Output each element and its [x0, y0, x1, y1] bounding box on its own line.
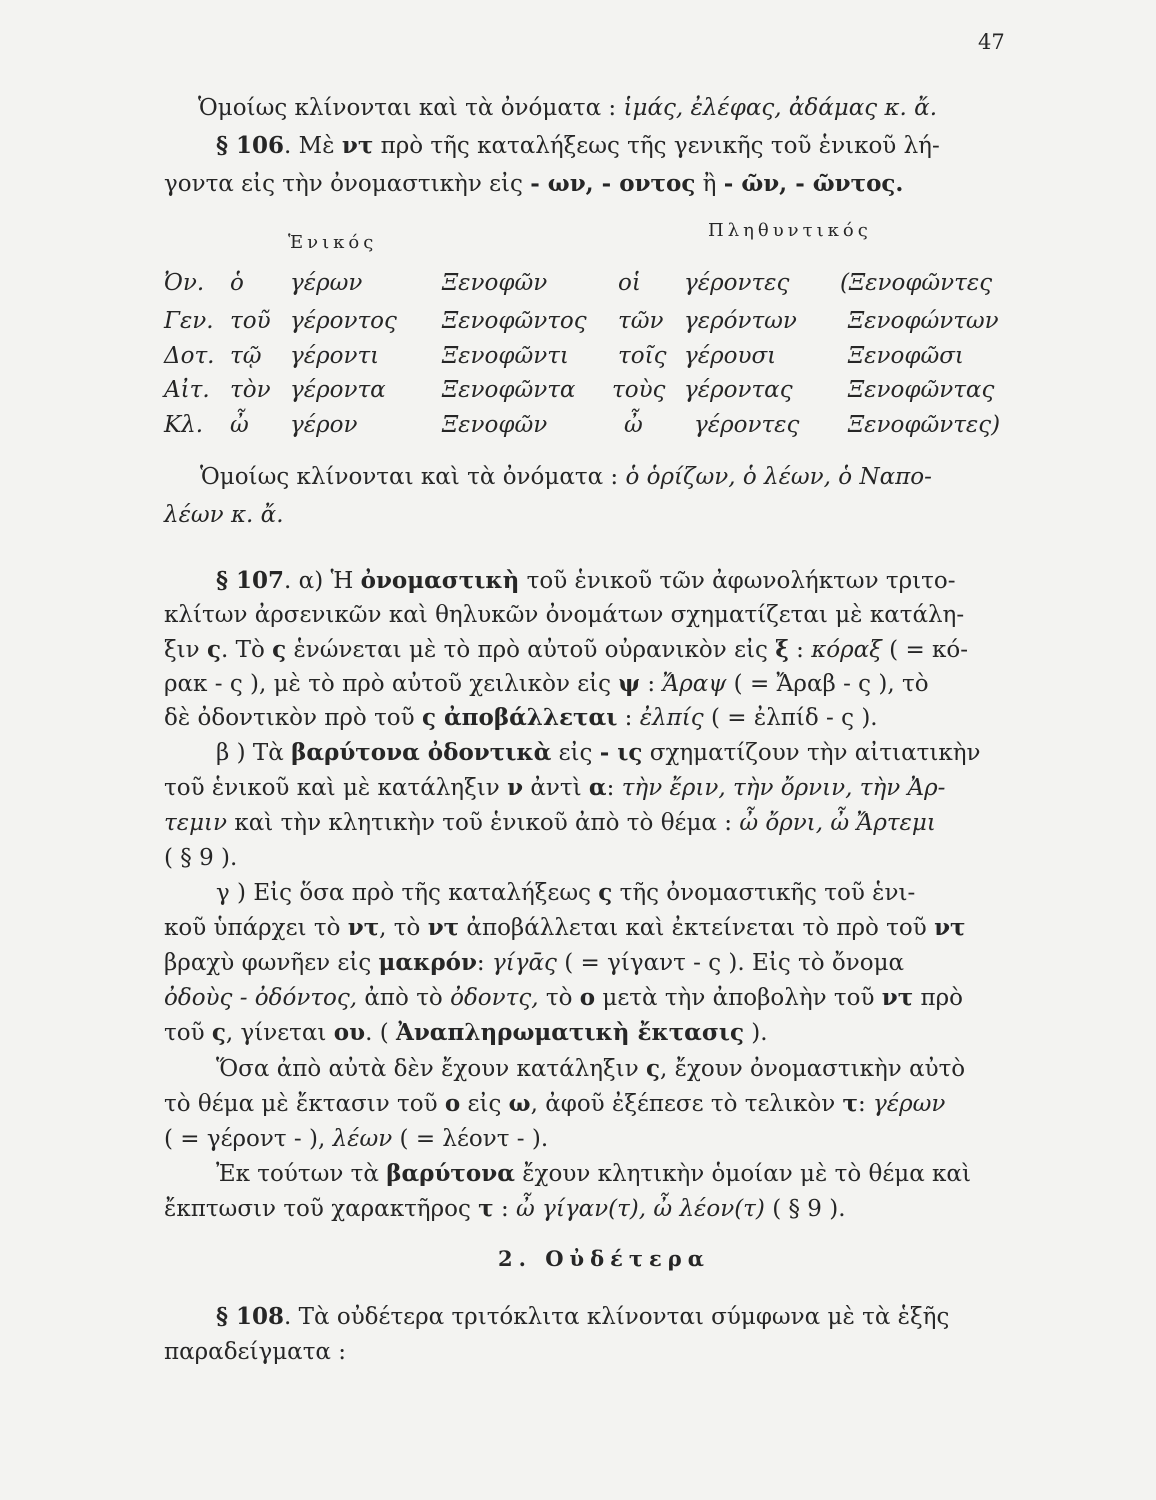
- section-107-g-line2: κοῦ ὑπάρχει τὸ ντ, τὸ ντ ἀποβάλλεται καὶ ἐκτείνεται τὸ πρὸ τοῦ ντ: [164, 914, 966, 941]
- section-107-a-line2: κλίτων ἀρσενικῶν καὶ θηλυκῶν ὀνομάτων σχηματίζεται μὲ κατάλη-: [164, 602, 965, 628]
- section-107-a-line1: § 107. α) Ἡ ὀνομαστικὴ τοῦ ἑνικοῦ τῶν ἀφωνολήκτων τριτο-: [216, 567, 956, 594]
- word-form: γέροντα: [290, 377, 386, 403]
- name-form: Ξενοφῶν: [442, 412, 548, 438]
- plural-name-form: Ξενοφῶσι: [848, 343, 964, 369]
- plural-word-form: γέροντας: [684, 377, 793, 403]
- section-107-a-line5: δὲ ὀδοντικὸν πρὸ τοῦ ς ἀποβάλλεται : ἐλπίς ( = ἐλπίδ - ς ).: [164, 704, 878, 731]
- section-number: § 108: [216, 1303, 285, 1330]
- plural-word-form: γέροντες: [694, 412, 800, 438]
- section-108-line2: παραδείγματα :: [164, 1339, 347, 1365]
- section-107-b-line4: ( § 9 ).: [164, 845, 238, 871]
- plural-name-form: Ξενοφῶντες): [848, 412, 1001, 438]
- section-number: § 106: [216, 132, 285, 159]
- section-107-a-line4: ρακ - ς ), μὲ τὸ πρὸ αὐτοῦ χειλικὸν εἰς ψ : Ἄραψ ( = Ἄραβ - ς ), τὸ: [164, 670, 929, 697]
- section-107-g-line4: ὀδοὺς - ὀδόντος, ἀπὸ τὸ ὀδοντς, τὸ ο μετὰ τὴν ἀποβολὴν τοῦ ντ πρὸ: [164, 984, 964, 1011]
- case-label: Κλ.: [164, 412, 204, 438]
- plural-word-form: γέροντες: [684, 270, 790, 296]
- plural-name-form: Ξενοφώντων: [848, 308, 999, 334]
- plural-article: τοὺς: [612, 377, 666, 403]
- section-107-g-line8: ( = γέροντ - ), λέων ( = λέοντ - ).: [164, 1126, 549, 1152]
- after-table-line2: λέων κ. ἄ.: [164, 502, 284, 528]
- name-form: Ξενοφῶν: [442, 270, 548, 296]
- article: τῷ: [230, 343, 262, 369]
- section-106-line2: γοντα εἰς τὴν ὀνομαστικὴν εἰς - ων, - οντος ἢ - ῶν, - ῶντος.: [164, 170, 904, 197]
- plural-article: οἱ: [618, 270, 641, 296]
- plural-article: τοῖς: [618, 343, 667, 369]
- plural-name-form: (Ξενοφῶντες: [840, 270, 993, 296]
- plural-name-form: Ξενοφῶντας: [848, 377, 995, 403]
- subheading-neuter: 2. Οὐδέτερα: [498, 1246, 710, 1271]
- article: τὸν: [230, 377, 271, 403]
- article: τοῦ: [230, 308, 271, 334]
- plural-article: ὦ: [624, 412, 643, 438]
- intro-examples: ἱμάς, ἐλέφας, ἀδάμας κ. ἄ.: [623, 95, 938, 121]
- case-label: Ὀν.: [164, 270, 205, 296]
- section-107-g-line7: τὸ θέμα μὲ ἔκτασιν τοῦ ο εἰς ω, ἀφοῦ ἐξέπεσε τὸ τελικὸν τ: γέρων: [164, 1090, 946, 1117]
- article: ὁ: [230, 270, 244, 296]
- intro-line: Ὁμοίως κλίνονται καὶ τὰ ὀνόματα : ἱμάς, ἐλέφας, ἀδάμας κ. ἄ.: [198, 95, 938, 121]
- case-label: Αἰτ.: [164, 377, 210, 403]
- section-108-line1: § 108. Τὰ οὐδέτερα τριτόκλιτα κλίνονται σύμφωνα μὲ τὰ ἑξῆς: [216, 1303, 950, 1330]
- section-107-b-line2: τοῦ ἑνικοῦ καὶ μὲ κατάληξιν ν ἀντὶ α: τὴν ἔριν, τὴν ὄρνιν, τὴν Ἀρ-: [164, 774, 946, 801]
- singular-heading: Ἑνικός: [288, 232, 378, 253]
- section-107-g-line6: Ὅσα ἀπὸ αὐτὰ δὲν ἔχουν κατάληξιν ς, ἔχουν ὀνομαστικὴν αὐτὸ: [216, 1055, 966, 1082]
- section-107-b-line3: τεμιν καὶ τὴν κλητικὴν τοῦ ἑνικοῦ ἀπὸ τὸ θέμα : ὦ ὄρνι, ὦ Ἄρτεμι: [164, 810, 936, 836]
- word-form: γέροντος: [290, 308, 397, 334]
- name-form: Ξενοφῶντι: [442, 343, 569, 369]
- section-107-g-line3: βραχὺ φωνῆεν εἰς μακρόν: γίγᾱς ( = γίγαντ - ς ). Εἰς τὸ ὄνομα: [164, 949, 905, 976]
- word-form: γέροντι: [290, 343, 380, 369]
- page-number: 47: [978, 30, 1005, 54]
- section-107-g-line10: ἔκπτωσιν τοῦ χαρακτῆρος τ : ὦ γίγαν(τ), ὦ λέον(τ) ( § 9 ).: [164, 1195, 846, 1222]
- section-107-g-line5: τοῦ ς, γίνεται ου. ( Ἀναπληρωματικὴ ἔκτασις ).: [164, 1019, 768, 1046]
- word-form: γέρων: [290, 270, 363, 296]
- section-number: § 107: [216, 567, 285, 594]
- after-table-line1: Ὁμοίως κλίνονται καὶ τὰ ὀνόματα : ὁ ὁρίζων, ὁ λέων, ὁ Ναπο-: [200, 464, 932, 490]
- plural-article: τῶν: [618, 308, 664, 334]
- name-form: Ξενοφῶντος: [442, 308, 587, 334]
- section-107-g-line1: γ ) Εἰς ὅσα πρὸ τῆς καταλήξεως ς τῆς ὀνομαστικῆς τοῦ ἑνι-: [216, 879, 916, 906]
- word-form: γέρον: [290, 412, 358, 438]
- plural-word-form: γερόντων: [684, 308, 797, 334]
- article: ὦ: [230, 412, 249, 438]
- section-106-line1: § 106. Μὲ ντ πρὸ τῆς καταλήξεως τῆς γενικῆς τοῦ ἑνικοῦ λή-: [216, 132, 940, 159]
- section-107-a-line3: ξιν ς. Τὸ ς ἑνώνεται μὲ τὸ πρὸ αὐτοῦ οὐρανικὸν εἰς ξ : κόραξ ( = κό-: [164, 636, 969, 663]
- section-107-g-line9: Ἐκ τούτων τὰ βαρύτονα ἔχουν κλητικὴν ὁμοίαν μὲ τὸ θέμα καὶ: [216, 1160, 971, 1187]
- case-label: Γεν.: [164, 308, 214, 334]
- plural-heading: Πληθυντικός: [708, 220, 872, 241]
- plural-word-form: γέρουσι: [684, 343, 777, 369]
- case-label: Δοτ.: [164, 343, 215, 369]
- name-form: Ξενοφῶντα: [442, 377, 576, 403]
- section-107-b-line1: β ) Τὰ βαρύτονα ὀδοντικὰ εἰς - ις σχηματίζουν τὴν αἰτιατικὴν: [216, 739, 981, 766]
